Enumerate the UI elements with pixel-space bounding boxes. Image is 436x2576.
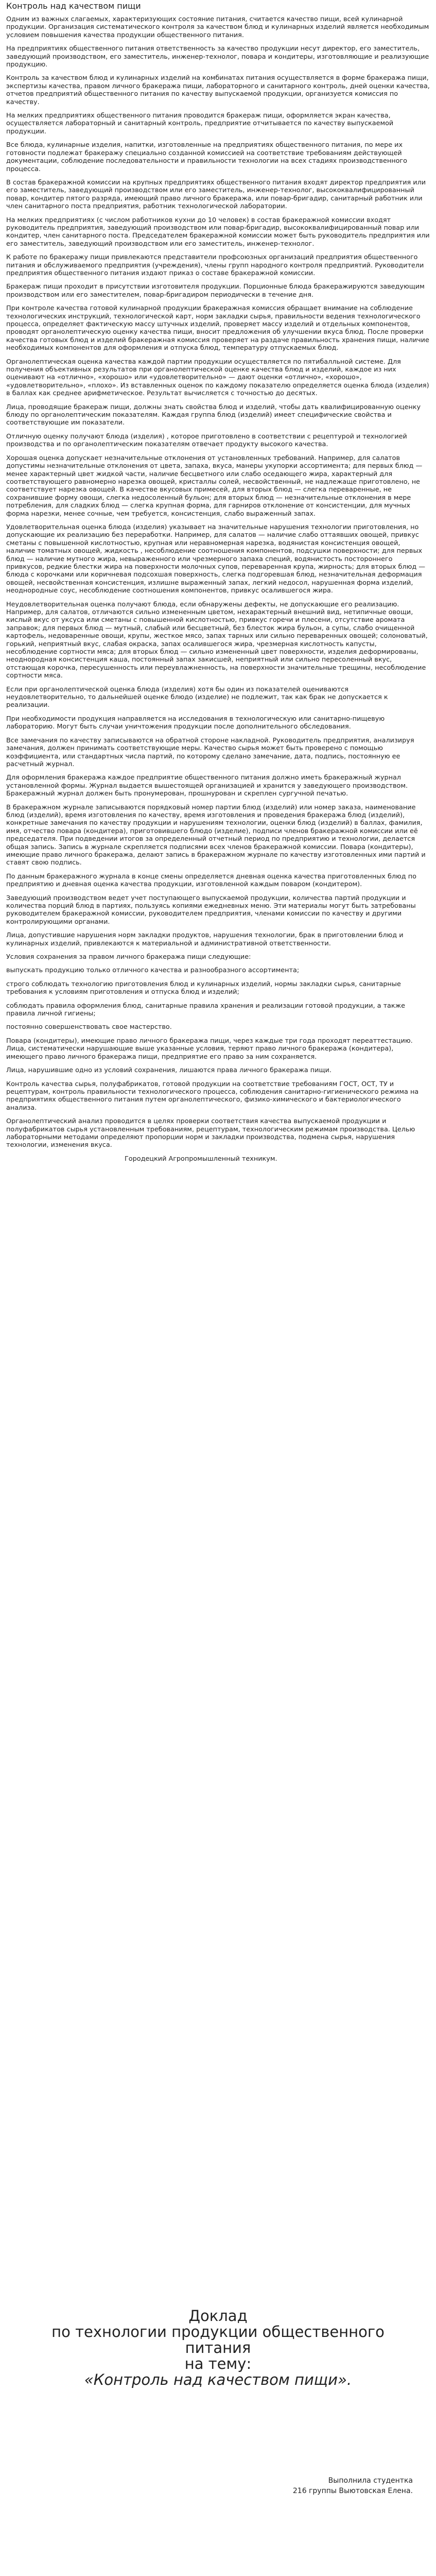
paragraph: Органолептический анализ проводится в целях проверки соответствия качества выпускаемой продукции и полуфабрикатов сырья установленным требованиям, рецептурам, технологическим режимам производства. Целью лабораторными методами определяют пропорции норм и закладки производства, подмена сырья, нарушения технологии, изменения вкуса. [6,1117,415,1149]
paragraph: Органолептическая оценка качества каждой партии продукции осуществляется по пятибалльной системе. Для получения объективных результатов при органолептической оценке качества блюд и изделий, каждое из них оценивают на «отлично», «хорошо» или «удовлетворительно» — дают оценки «отлично», «хорошо», «удовлетворительно», «плохо». Из вставленных оценок по каждому показателю определяется оценка блюда (изделия) в баллах как среднее арифметическое. Результат вычисляется с точностью до десятых. [6,358,429,398]
paragraph: Бракераж пищи проходит в присутствии изготовителя продукции. Порционные блюда бракеражируются заведующим производством или его заместителем, повар-бригадиром периодически в течение дня. [6,283,425,299]
performer-name: 216 группы Выютовская Елена. [292,2487,413,2495]
paragraph: постоянно совершенствовать свое мастерство. [6,1023,172,1031]
paragraph: Повара (кондитеры), имеющие право личного бракеража пищи, через каждые три года проходят переаттестацию. Лица, систематически нарушающие выше указанные условия, теряют право личного бракеража (кондитера), имеющего право личного бракеража пищи, предприятие его право за ним сохраняется. [6,1037,413,1061]
paragraph: При контроле качества готовой кулинарной продукции бракеражная комиссия обращает внимание на соблюдение технологических инструкций, технологической карт, норм закладки сырья, правильности ведения технологического процесса, определяет фактическую массу штучных изделий, проверяет массу изделий и отдельных компонентов, проводят органолептическую оценку качества пищи, вносит предложения об улучшении вкуса блюд. После проверки качества готовых блюд и изделий бракеражная комиссия проверяет на раздаче правильность хранения пищи, наличие необходимых компонентов для оформления и отпуска блюд, температуру отпускаемых блюд. [6,304,429,352]
paragraph: Условия сохранения за правом личного бракеража пищи следующие: [6,953,251,961]
paragraph: Одним из важных слагаемых, характеризующих состояние питания, считается качество пищи, всей кулинарной продукции. Организация систематического контроля за качеством блюд и кулинарных изделий является необходимым условием повышения качества продукции общественного питания. [6,15,429,39]
paragraph: На мелких предприятиях (с числом работников кухни до 10 человек) в состав бракеражной комиссии входят руководитель предприятия, заведующий производством или повар-бригадир, высококвалифицированный повар или кондитер, член санитарного поста. Председателем бракеражной комиссии может быть руководитель предприятия или его заместитель, заведующий производством или его заместитель, инженер-технолог. [6,216,430,248]
paragraph: Все блюда, кулинарные изделия, напитки, изготовленные на предприятиях общественного питания, по мере их готовности подлежат бракеражу специально созданной комиссией на соответствие требованиям действующей документации, соблюдение последовательности и правильности технологии на всех стадиях производственного процесса. [6,141,407,173]
paragraph: Для оформления бракеража каждое предприятие общественного питания должно иметь бракеражный журнал установленной формы. Журнал выдается вышестоящей организацией и хранится у заведующего производством. Бракеражный журнал должен быть пронумерован, прошнурован и скреплен сургучной печатью. [6,774,408,798]
paragraph: Лица, допустившие нарушения норм закладки продуктов, нарушения технологии, брак в приготовлении блюд и кулинарных изделий, привлекаются к материальной и административной ответственности. [6,931,404,947]
paragraph: На мелких предприятиях общественного питания проводится бракераж пищи, оформляется экран качества, осуществляется лабораторный и санитарный контроль, предприятие отчитывается по качеству выпускаемой продукции. [6,112,394,135]
cover-title-block [0,2308,436,2388]
paragraph: Если при органолептической оценка блюда (изделия) хотя бы один из показателей оцениваются неудовлетворительно, то дальнейшей оценке блюдо (изделие) не подлежит, так как брак не допускается к реализации. [6,685,388,709]
performer-role: Выполнила студентка [328,2477,413,2485]
paragraph: строго соблюдать технологию приготовления блюд и кулинарных изделий, нормы закладки сырья, санитарные требования к условиям приготовления и отпуска блюд и изделий; [6,980,401,996]
paragraph: Все замечания по качеству записываются на обратной стороне накладной. Руководитель предприятия, анализируя замечания, должен принимать соответствующие меры. Качество сырья может быть проверено с помощью коэффициента, или стандартных числа партий, по которому сделано замечание, дата, подпись, постоянную ее расчетный журнал. [6,736,414,768]
document-title: Контроль над качеством пищи [6,1,141,11]
paragraph: В состав бракеражной комиссии на крупных предприятиях общественного питания входят директор предприятия или его заместитель, заведующий производством или его заместитель, инженер-технолог, высококвалифицированный повар, кондитер пятого разряда, имеющий право личного бракеража, или повар-бригадир, санитарный работник или член санитарного поста предприятия, работник технологической лаборатории. [6,178,426,211]
paragraph: При необходимости продукция направляется на исследования в технологическую или санитарно-пищевую лабораторию. Могут быть случаи уничтожения продукции после дополнительного обследования. [6,715,385,731]
paragraph: К работе по бракеражу пищи привлекаются представители профсоюзных организаций предприятия общественного питания и обслуживаемого предприятия (учреждения), члены групп народного контроля предприятий. Руководители предприятия общественного питания издают приказ о составе бракеражной комиссии. [6,253,424,277]
paragraph: Лица, нарушившие одно из условий сохранения, лишаются права личного бракеража пищи. [6,1066,332,1075]
performer-block [293,2476,413,2496]
paragraph: Лица, проводящие бракераж пищи, должны знать свойства блюд и изделий, чтобы дать квалифицированную оценку блюду по органолептическим показателям. Каждая группа блюд (изделий) имеет специфические свойства и соответствующие им показатели. [6,403,421,427]
paragraph: выпускать продукцию только отличного качества и разнообразного ассортимента; [6,967,300,975]
paragraph: Контроль за качеством блюд и кулинарных изделий на комбинатах питания осуществляется в форме бракеража пищи, экспертизы качества, правом личного бракеража пищи, лабораторного и санитарного контроль, дней оценки качества, отчетов предприятий общественного питания по качеству выпускаемой продукции, организуется комиссия по качеству. [6,74,430,106]
paragraph: По данным бракеражного журнала в конце смены определяется дневная оценка качества приготовленных блюд по предприятию и дневная оценка качества продукции, изготовленной каждым поваром (кондитером). [6,872,416,889]
cover-topic: «Контроль над качеством пищи». [84,2371,352,2388]
paragraph: В бракеражном журнале записываются порядковый номер партии блюд (изделий) или номер заказа, наименование блюд (изделий), время изготовления по качеству, время изготовления и проведения бракеража блюд (изделий), конкретные замечания по качеству продукции и нарушениям технологии, оценки блюд (изделий) в баллах, фамилия, имя, отчество повара (кондитера), приготовившего блюдо (изделие), подписи членов бракеражной комиссии или её председателя. При подведении итогов за определенный отчетный период по предприятию и технологии, делается общая запись. Запись в журнале скрепляется подписями всех членов бракеражной комиссии. Повара (кондитеры), имеющие право личного бракеража, делают запись в бракеражном журнале по качеству изготовленных ими партий и ставят свою подпись. [6,803,426,867]
cover-heading: Доклад [188,2307,248,2325]
cover-subject-line: по технологии продукции общественного [51,2323,385,2341]
paragraph: Контроль качества сырья, полуфабрикатов, готовой продукции на соответствие требованиям ГОСТ, ОСТ, ТУ и рецептурам, контроль правильности технологического процесса, соблюдения санитарно-гигиенического режима на предприятиях общественного питания путем органолептического, физико-химического и бактериологического анализа. [6,1080,419,1112]
paragraph: Отличную оценку получают блюда (изделия) , которое приготовлено в соответствии с рецептурой и технологией производства и по органолептическим показателям отвечает продукту высокого качества. [6,432,407,449]
cover-subject-line-2: питания [185,2339,251,2357]
college-name: Городецкий Агропромышленный техникум. [125,1155,277,1163]
paragraph: На предприятиях общественного питания ответственность за качество продукции несут директор, его заместитель, заведующий производством, его заместитель, инженер-технолог, повара и кондитеры, изготовляющие и реализующие продукцию. [6,45,429,69]
paragraph: Заведующий производством ведет учет поступающего выпускаемой продукции, количества партий продукции и количества порций блюд в партиях, пользуясь копиями ежедневных меню. Эти материалы могут быть затребованы руководителем бракеражной комиссии, руководителем предприятия, членами комиссии по качеству и другими контролирующими органами. [6,894,416,926]
paragraph: Неудовлетворительная оценка получают блюда, если обнаружены дефекты, не допускающие его реализацию. Например, для салатов, отличаются сильно измененным цветом, нехарактерный внешний вид, нетипичные овощи, кислый вкус от уксуса или сметаны с повышенной кислотностью, привкус горечи и плесени, отсутствие аромата заправок; для первых блюд — мутный, слабый или бесцветный, без блесток жира бульон, а супы, слабо очищенной картофель, недоваренные овощи, крупы, жесткое мясо, запах тарных или сильно переваренных овощей; солоноватый, горький, неприятный вкус, слабая окраска, запах осалившегося жира, чрезмерная кислотность капусты, несоблюдение сортности мяса; для вторых блюд — сильно измененный цвет поверхности, изделия деформированы, неоднородная консистенция каша, постоянный запах закисшей, неприятный или сильно пересоленный вкус, отстающая корочка, пересушенность или переувлажненность, на поверхности значительные трещины, несоблюдение сортности мяса. [6,600,428,680]
document-body [6,15,430,1149]
paragraph: Хорошая оценка допускает незначительные отклонения от установленных требований. Например, для салатов допустимы незначительные отклонения от цвета, запаха, вкуса, манеры укупорки ассортимента; для первых блюд — менее характерный цвет жидкой части, наличие бесцветного или слабо оседающего жира, характерный для соответствующего равномерно нарезка овощей, кристаллы солей, несвойственный, не надлежаще приготовлено, не соответствует нарезка овощей. В качестве вкусовых примесей, для вторых блюд — слегка переваренные, не сохранившие форму овощи, слегка недосоленный бульон; для вторых блюд — незначительные отклонения в мере потребления, для сладких блюд — слегка крупная форма, для гарниров отклонение от консистенции, для мучных форма нарезки, менее сочные, чем требуется, консистенция, слабо выраженный запах. [6,454,423,518]
paragraph: соблюдать правила оформления блюд, санитарные правила хранения и реализации готовой продукции, а также правила личной гигиены; [6,1002,405,1018]
paragraph: Удовлетворительная оценка блюда (изделия) указывает на значительные нарушения технологии приготовления, но допускающие их реализацию без переработки. Например, для салатов — наличие слабо оттаявших овощей, привкус сметаны с повышенной кислотностью, крупная или неравномерная нарезка, водянистая консистенция овощей, наличие томатных овощей, жидкость , несоблюдение соотношения компонентов, подсушки поверхности; для первых блюд — наличие мутного жира, невыраженного или чрезмерного запаха специй, водянистость постороннего привкусов, редкие блестки жира на поверхности молочных супов, переваренная крупа, жирность; для вторых блюд — блюда с корочками или коричневая подсохшая поверхность, слегка подгоревшая блюд, незначительная деформация овощей, несвойственная консистенция, излишне выраженный запах, легкий недосол, нарушенная форма изделий, неоднородные соус, несоблюдение соотношения компонентов, привкус осалившегося жира. [6,523,426,595]
cover-topic-label: на тему: [184,2355,252,2372]
